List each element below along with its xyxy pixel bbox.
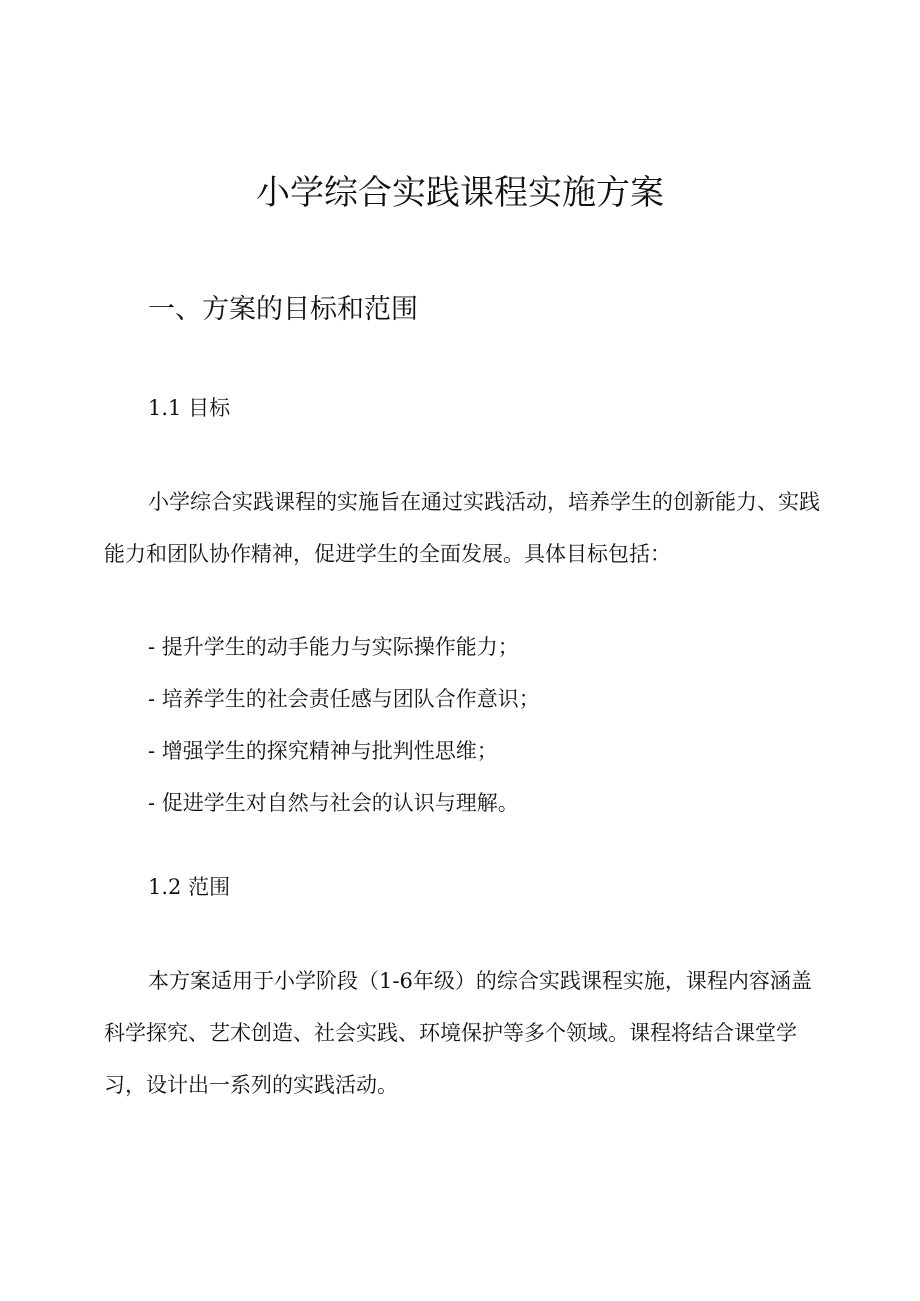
goals-paragraph: 小学综合实践课程的实施旨在通过实践活动，培养学生的创新能力、实践能力和团队协作精神，促进学生的全面发展。具体目标包括： [104, 490, 820, 566]
scope-paragraph: 本方案适用于小学阶段（1-6年级）的综合实践课程实施，课程内容涵盖科学探究、艺术创造、社会实践、环境保护等多个领域。课程将结合课堂学习，设计出一系列的实践活动。 [104, 969, 812, 1097]
list-item: - 促进学生对自然与社会的认识与理解。 [148, 791, 519, 815]
list-item: - 培养学生的社会责任感与团队合作意识； [148, 687, 540, 711]
list-item: - 增强学生的探究精神与批判性思维； [148, 739, 498, 763]
goals-list [148, 621, 540, 829]
subsection-heading-scope: 1.2 范围 [148, 875, 231, 899]
document-title: 小学综合实践课程实施方案 [256, 173, 664, 213]
list-item: - 提升学生的动手能力与实际操作能力； [148, 635, 519, 659]
subsection-heading-goals: 1.1 目标 [148, 396, 231, 420]
section-heading: 一、方案的目标和范围 [148, 294, 418, 325]
